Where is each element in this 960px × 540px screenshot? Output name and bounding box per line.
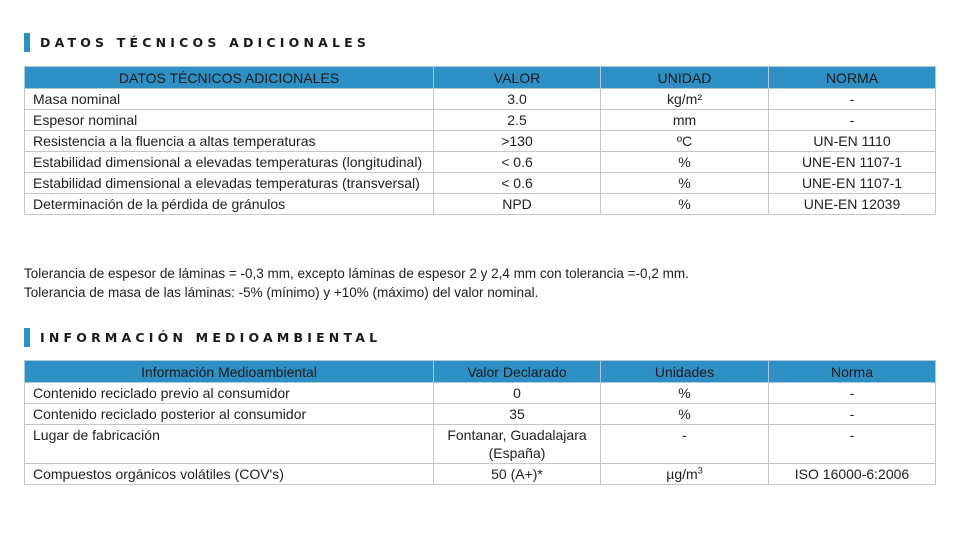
cell-value: < 0.6 — [434, 173, 601, 194]
table-row — [25, 425, 936, 464]
cell-label: Estabilidad dimensional a elevadas temperaturas (longitudinal) — [25, 152, 434, 173]
cell-value: 3.0 — [434, 89, 601, 110]
section-title-text: DATOS TÉCNICOS ADICIONALES — [40, 34, 371, 50]
table-row — [25, 89, 936, 110]
note-thickness: Tolerancia de espesor de láminas = -0,3 mm, excepto láminas de espesor 2 y 2,4 mm con tolerancia =-0,2 mm. — [24, 266, 689, 281]
section-marker — [24, 33, 30, 52]
cell-label: Contenido reciclado previo al consumidor — [25, 383, 434, 404]
technical-data-table — [24, 66, 936, 215]
header-cell: NORMA — [769, 67, 936, 89]
table-header-row — [25, 67, 936, 89]
header-cell: DATOS TÉCNICOS ADICIONALES — [25, 67, 434, 89]
header-cell: Valor Declarado — [434, 361, 601, 383]
cell-label: Resistencia a la fluencia a altas temperaturas — [25, 131, 434, 152]
cell-norm: - — [769, 383, 936, 404]
cell-label: Espesor nominal — [25, 110, 434, 131]
cell-norm: ISO 16000-6:2006 — [769, 464, 936, 485]
unit-superscript: 3 — [697, 465, 703, 476]
section-marker — [24, 328, 30, 347]
unit-text: µg/m — [666, 466, 698, 482]
note-mass: Tolerancia de masa de las láminas: -5% (mínimo) y +10% (máximo) del valor nominal. — [24, 285, 539, 300]
table-row — [25, 110, 936, 131]
cell-norm: - — [769, 110, 936, 131]
cell-unit: % — [601, 194, 769, 215]
table-row — [25, 152, 936, 173]
table-row — [25, 131, 936, 152]
cell-value: 2.5 — [434, 110, 601, 131]
cell-norm: UN-EN 1110 — [769, 131, 936, 152]
cell-norm: UNE-EN 1107-1 — [769, 152, 936, 173]
cell-norm: UNE-EN 1107-1 — [769, 173, 936, 194]
cell-value: Fontanar, Guadalajara (España) — [434, 425, 601, 464]
cell-value: NPD — [434, 194, 601, 215]
tolerance-notes — [24, 264, 689, 302]
header-cell: Unidades — [601, 361, 769, 383]
cell-label: Determinación de la pérdida de gránulos — [25, 194, 434, 215]
cell-unit: % — [601, 173, 769, 194]
section-title-text: INFORMACIÓN MEDIOAMBIENTAL — [40, 329, 382, 345]
cell-unit — [601, 464, 769, 485]
section-title-technical — [24, 32, 370, 52]
table-row — [25, 194, 936, 215]
cell-value: 0 — [434, 383, 601, 404]
environmental-table — [24, 360, 936, 485]
header-cell: Norma — [769, 361, 936, 383]
cell-value: 50 (A+)* — [434, 464, 601, 485]
table-row — [25, 173, 936, 194]
cell-norm: UNE-EN 12039 — [769, 194, 936, 215]
cell-unit: ºC — [601, 131, 769, 152]
cell-value: 35 — [434, 404, 601, 425]
cell-value: < 0.6 — [434, 152, 601, 173]
cell-label: Masa nominal — [25, 89, 434, 110]
header-cell: UNIDAD — [601, 67, 769, 89]
cell-label: Contenido reciclado posterior al consumidor — [25, 404, 434, 425]
cell-value: >130 — [434, 131, 601, 152]
cell-label: Estabilidad dimensional a elevadas temperaturas (transversal) — [25, 173, 434, 194]
table-row — [25, 383, 936, 404]
cell-unit: % — [601, 404, 769, 425]
cell-unit: - — [601, 425, 769, 464]
cell-unit: kg/m² — [601, 89, 769, 110]
section-title-environmental — [24, 327, 381, 347]
table-row — [25, 464, 936, 485]
header-cell: VALOR — [434, 67, 601, 89]
table-row — [25, 404, 936, 425]
cell-norm: - — [769, 425, 936, 464]
table-header-row — [25, 361, 936, 383]
cell-label: Compuestos orgánicos volátiles (COV's) — [25, 464, 434, 485]
cell-unit: % — [601, 152, 769, 173]
cell-norm: - — [769, 89, 936, 110]
header-cell: Información Medioambiental — [25, 361, 434, 383]
cell-unit: mm — [601, 110, 769, 131]
cell-unit: % — [601, 383, 769, 404]
cell-norm: - — [769, 404, 936, 425]
cell-label: Lugar de fabricación — [25, 425, 434, 464]
